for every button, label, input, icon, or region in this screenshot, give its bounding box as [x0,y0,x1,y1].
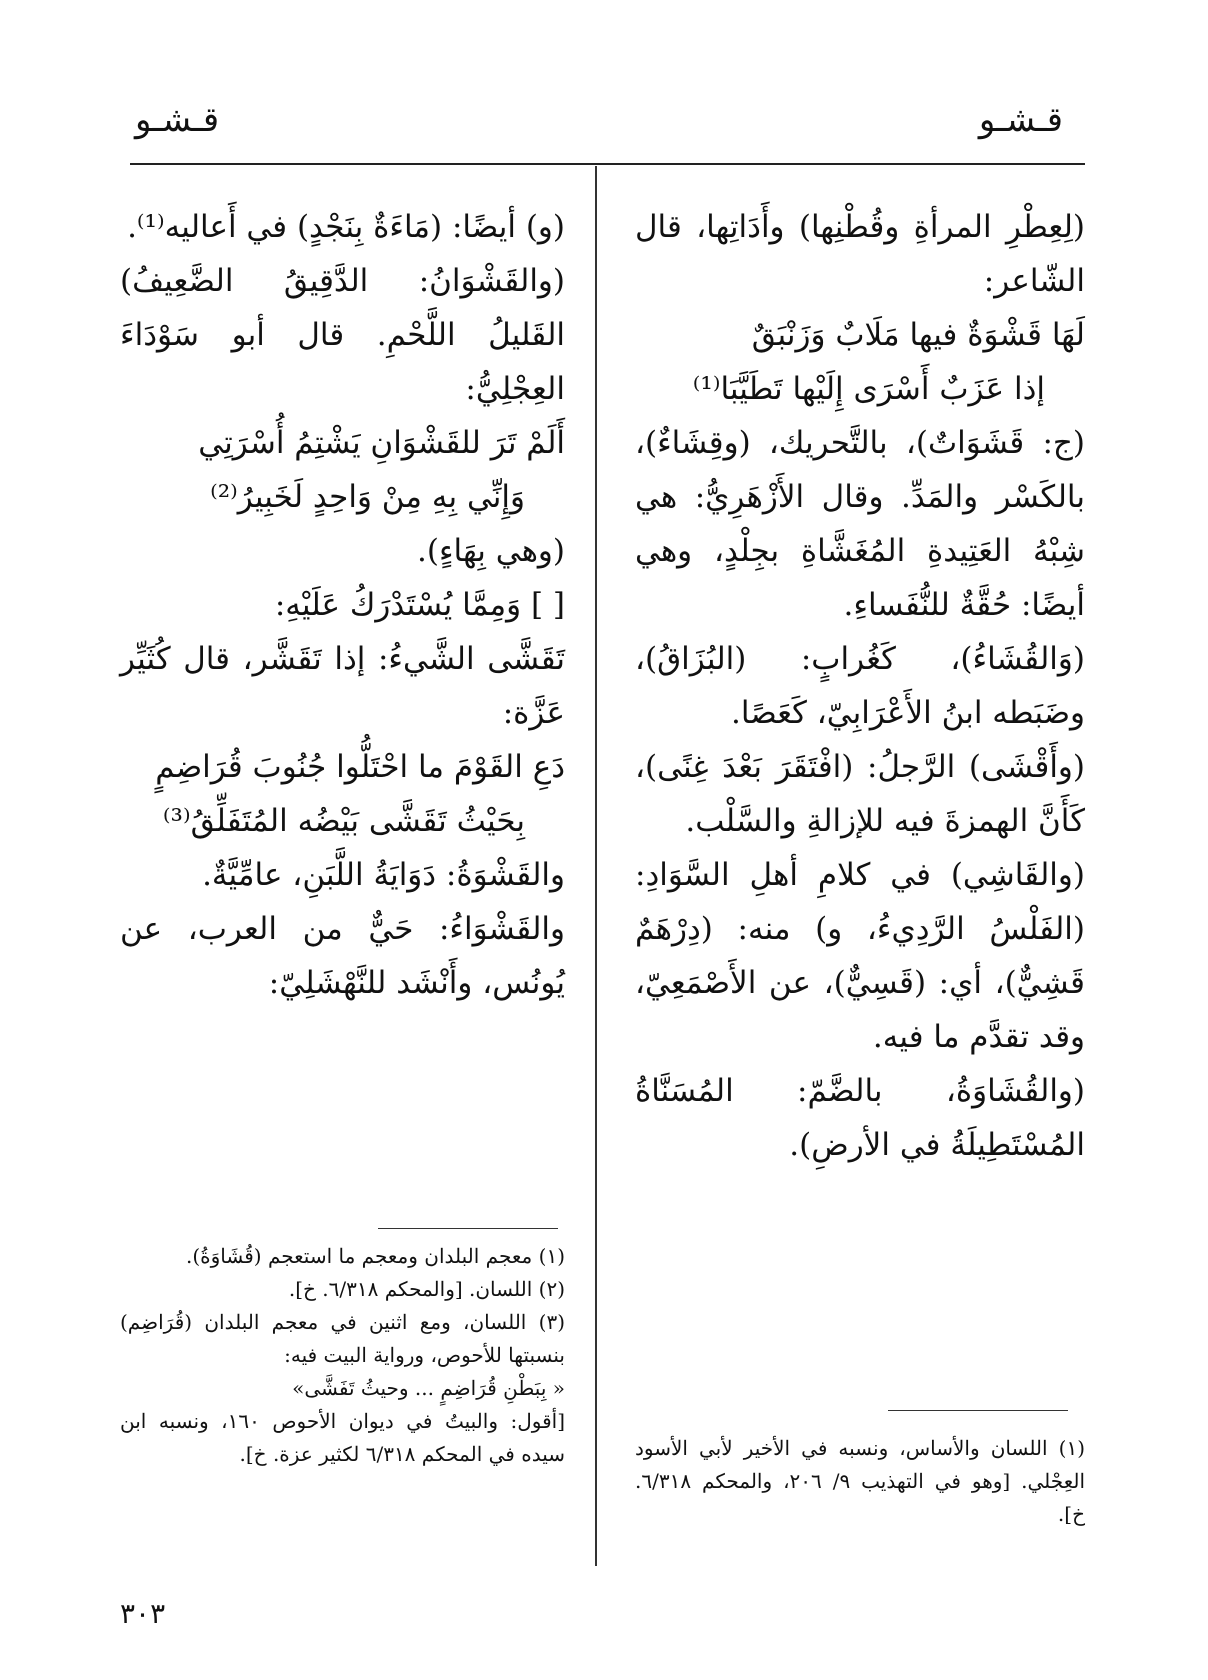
entry-paragraph: (والقَشْوَانُ: الدَّقِيقُ الضَّعِيفُ) القَليلُ اللَّحْمِ. قال أبو سَوْدَاءَ العِجْلِيُّ: [120,263,565,407]
verse-line: لَهَا قَشْوَةٌ فيها مَلَابٌ وَزَنْبَقٌ [751,317,1085,353]
footnotes-left [120,1240,565,1471]
entry-paragraph: (لِعِطْرِ المرأةِ وقُطْنِها) وأَدَاتِها، قال الشّاعر: [635,209,1085,299]
verse-line: دَعِ القَوْمَ ما احْتَلُّوا جُنُوبَ قُرَاضِمٍ [155,749,565,785]
footnote-separator-right [888,1410,1068,1411]
verse-line: وَإِنِّي بِهِ مِنْ وَاحِدٍ لَخَبِيرُ⁽²⁾ [210,479,525,515]
entry-paragraph: (والقَاشِي) في كلامِ أهلِ السَّوَادِ: (الفَلْسُ الرَّدِيءُ، و) منه: (دِرْهَمٌ قَشِيٌّ)، أي: (قَسِيٌّ)، عن الأَصْمَعِيّ، وقد تقدَّم ما فيه. [635,857,1085,1055]
footnote: (٢) اللسان. [والمحكم ٦/٣١٨. خ]. [288,1277,565,1301]
entry-paragraph: (وَالقُشَاءُ)، كَغُرابٍ: (البُزَاقُ)، وضَبَطه ابنُ الأَعْرَابِيّ، كَعَصًا. [635,641,1085,731]
entry-paragraph: والقَشْوَةُ: دَوَايَةُ اللَّبَنِ، عامِّيَّةٌ. [202,857,565,893]
entry-paragraph: والقَشْوَاءُ: حَيٌّ من العرب، عن يُونُس، وأَنْشَد للنَّهْشَلِيّ: [120,911,565,1001]
entry-paragraph: (والقُشَاوَةُ، بالضَّمّ: المُسَنَّاةُ المُسْتَطِيلَةُ في الأرضِ). [635,1073,1085,1163]
entry-paragraph: (وأَقْشَى) الرَّجلُ: (افْتَقَرَ بَعْدَ غِنًى)، كَأَنَّ الهمزةَ فيه للإزالةِ والسَّلْب. [635,749,1085,839]
verse-line: بِحَيْثُ تَقَشَّى بَيْضُه المُتَفَلِّقُ⁽³⁾ [162,803,525,839]
footnote: (١) معجم البلدان ومعجم ما استعجم (قُشَاوَةُ). [185,1244,565,1268]
entry-paragraph: (و) أيضًا: (مَاءَةٌ بِنَجْدٍ) في أَعاليه⁽¹⁾. [127,209,565,245]
footnote: (٣) اللسان، ومع اثنين في معجم البلدان (قُرَاضِم) بنسبتها للأحوص، ورواية البيت فيه: [120,1310,565,1367]
footnote: « بِبَطْنِ قُرَاضِمٍ ... وحيثُ تَفَشَّى» [292,1376,565,1400]
entry-paragraph: (وهي بِهَاءٍ). [417,533,565,569]
footnote: [أقول: والبيتُ في ديوان الأحوص ١٦٠، ونسبه ابن سيده في المحكم ٦/٣١٨ لكثير عزة. خ]. [120,1409,565,1466]
running-header-right: قـشـو [978,100,1063,140]
verse-line: إذا عَزَبٌ أَسْرَى إِلَيْها تَطَيَّبَا⁽¹⁾ [692,371,1045,407]
page-number: ٣٠٣ [120,1597,166,1630]
right-column [635,200,1085,1172]
entry-paragraph: تَقَشَّى الشَّيءُ: إذا تَقَشَّر، قال كُثَيِّر عَزَّة: [120,641,565,731]
footnotes-right [635,1432,1085,1531]
running-header-left: قـشـو [135,100,220,140]
column-divider [595,166,597,1566]
entry-paragraph: (ج: قَشَوَاتٌ)، بالتَّحريك، (وقِشَاءٌ)، بالكَسْر والمَدِّ. وقال الأَزْهَرِيُّ: هي شِبْهُ العَتِيدةِ المُغَشَّاةِ بجِلْدٍ، وهي أيضًا: حُقَّةٌ للنُّفَساءِ. [635,425,1085,623]
left-column [120,200,565,1010]
section-heading: [ ] وَمِمَّا يُسْتَدْرَكُ عَلَيْهِ: [274,587,565,623]
verse-line: أَلَمْ تَرَ للقَشْوَانِ يَشْتِمُ أُسْرَتِي [198,425,565,461]
footnote: (١) اللسان والأساس، ونسبه في الأخير لأبي الأسود العِجْلي. [وهو في التهذيب ٩/ ٢٠٦، والمحكم ٦/٣١٨. خ]. [635,1436,1085,1526]
header-rule [130,163,1085,165]
footnote-separator-left [378,1228,558,1229]
